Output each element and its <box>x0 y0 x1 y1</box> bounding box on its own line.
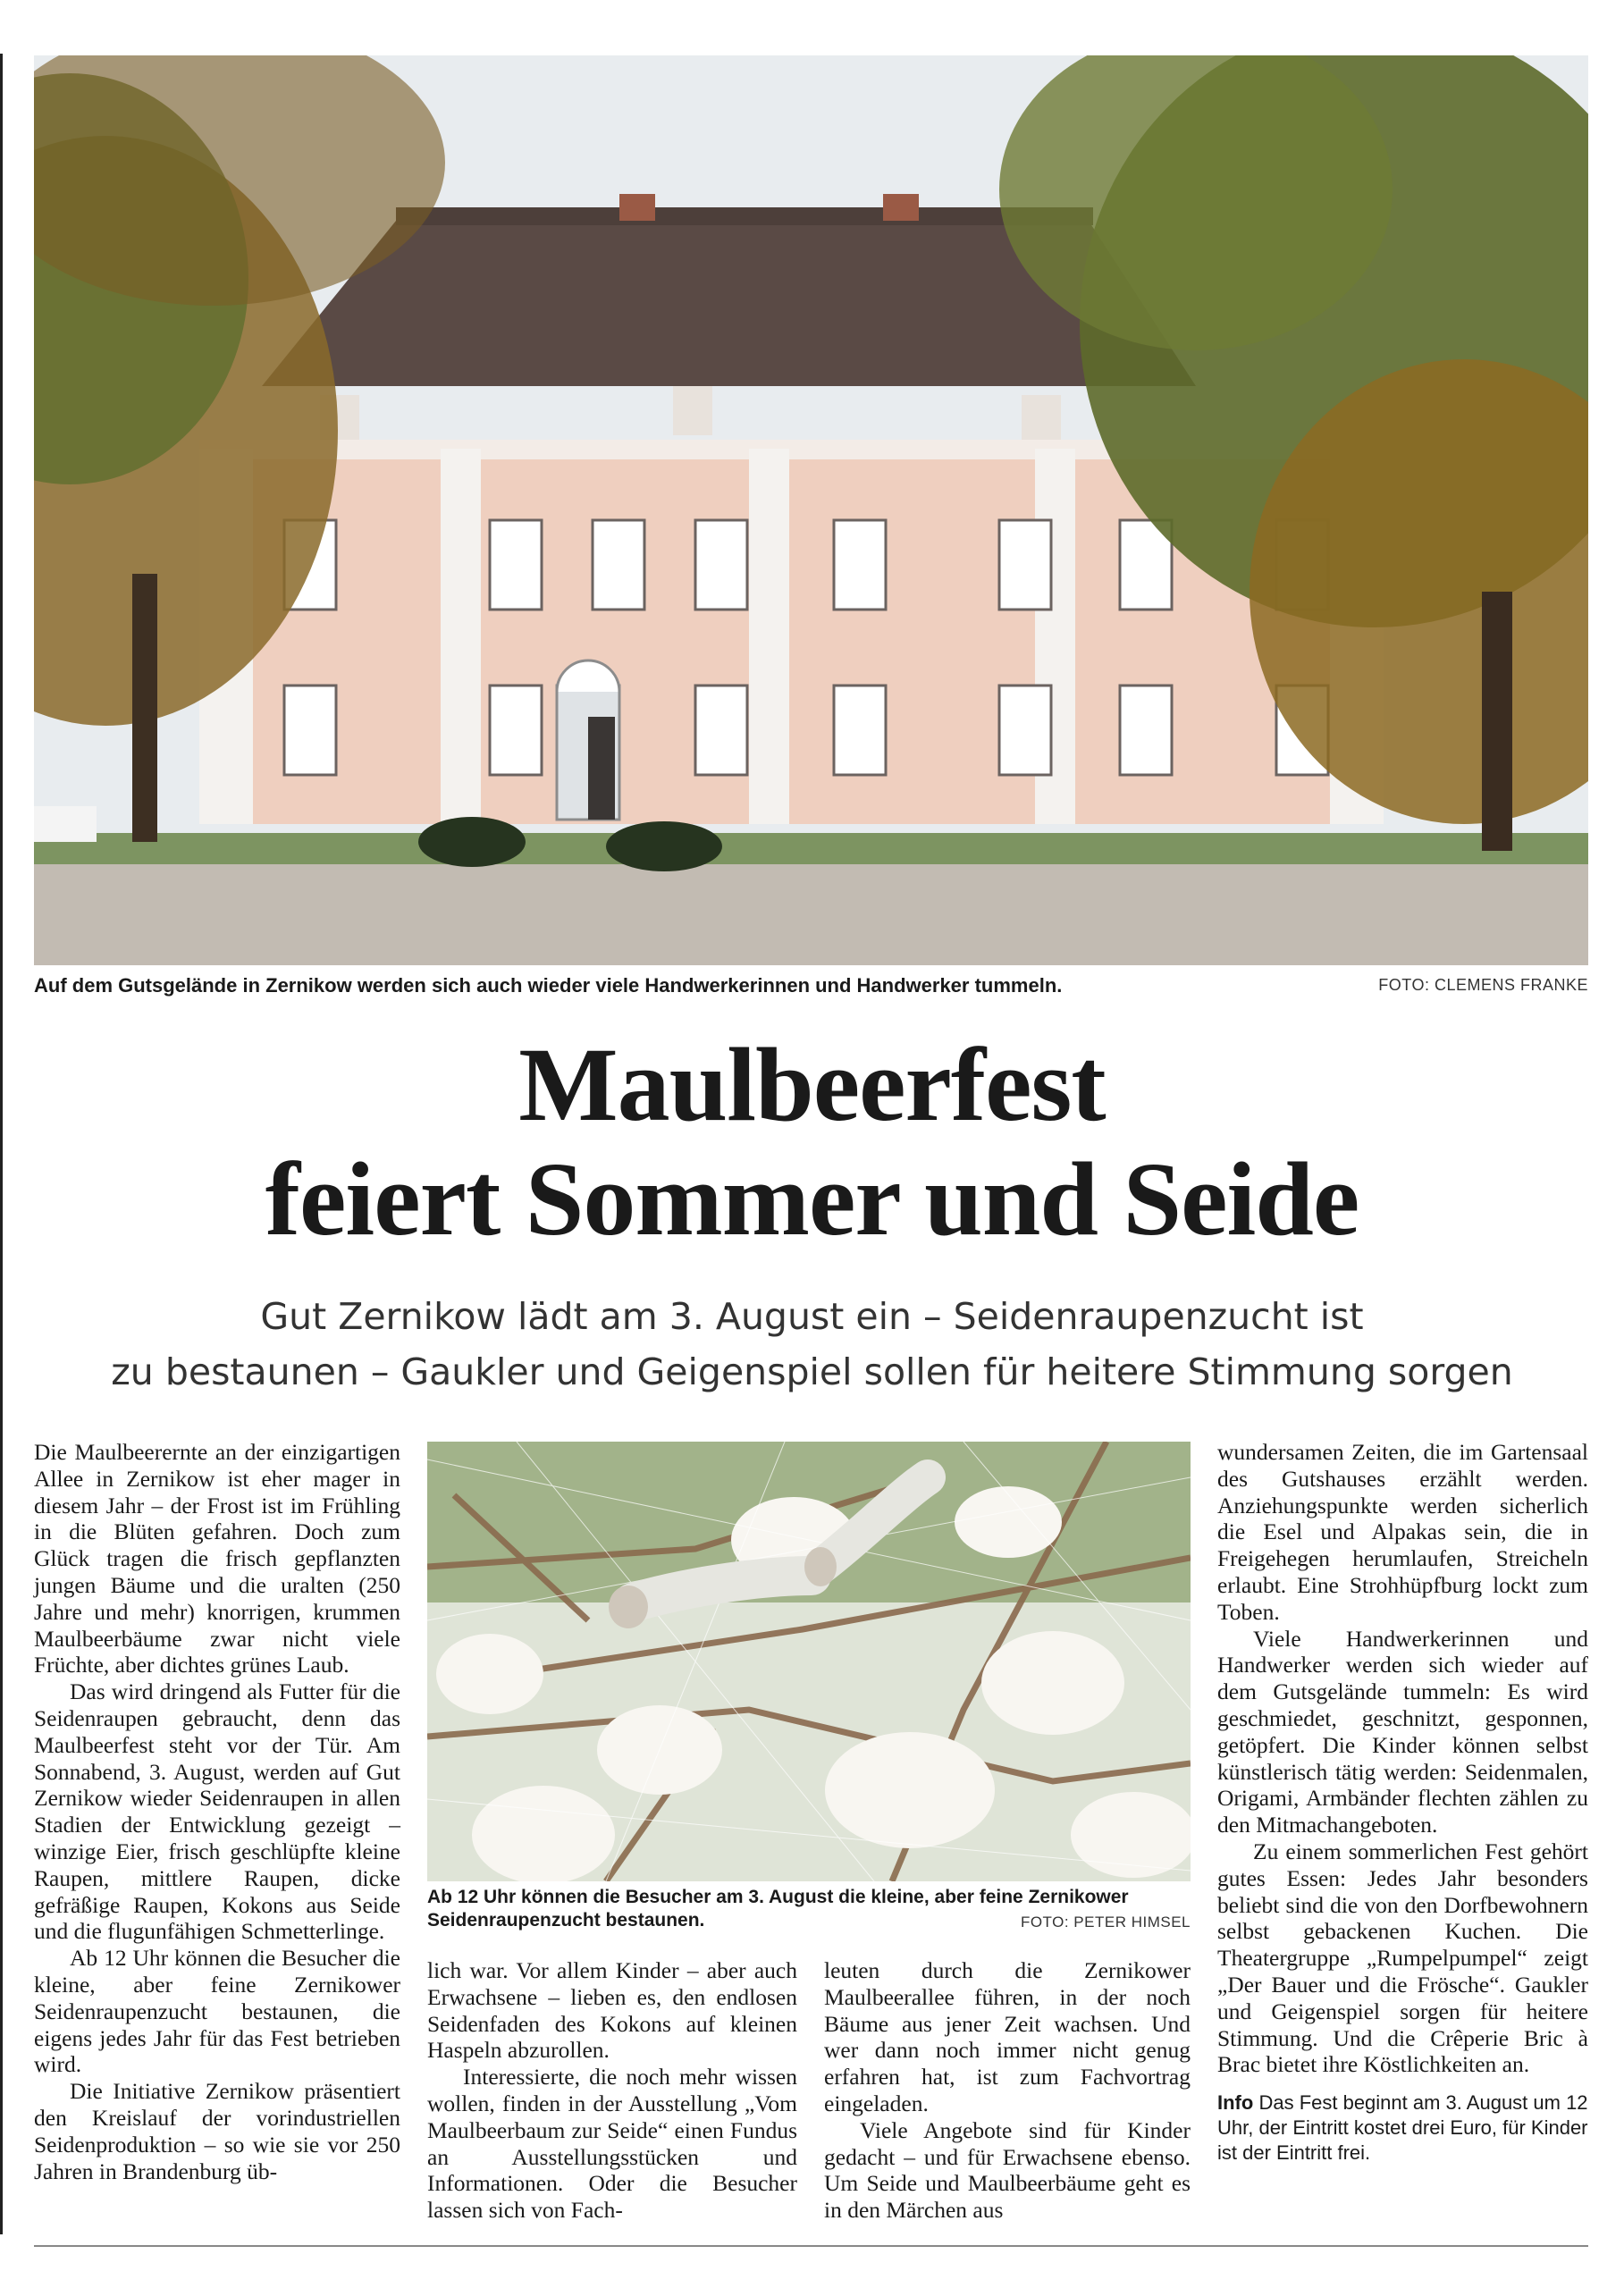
info-box <box>1217 2090 1588 2166</box>
silkworm-photo-caption: Ab 12 Uhr können die Besucher am 3. August die kleine, aber feine Zernikower Seidenraupenzucht bestaunen. <box>427 1887 1129 1930</box>
headline-line-2: feiert Sommer und Seide <box>265 1140 1359 1258</box>
subhead-line-1: Gut Zernikow lädt am 3. August ein – Seidenraupenzucht ist <box>260 1295 1364 1338</box>
silkworm-photo-caption-block <box>427 1886 1191 1932</box>
article-subheadline <box>54 1289 1570 1400</box>
article-column-2 <box>427 1957 797 2224</box>
silkworm-photo-credit: FOTO: PETER HIMSEL <box>1020 1914 1191 1930</box>
paragraph: Zu einem sommerlichen Fest gehört gutes Essen: Jedes Jahr besonders beliebt sind die von den Dorfbewohnern selbst gebackenen Kuchen. Die Theatergruppe „Rumpelpumpel“ zeigt „Der Bauer und die Frösche“. Gaukler und Geigenspiel sorgen für heitere Stimmung. Und die Crêperie Bric à Brac bietet ihre Köstlichkeiten an. <box>1217 1838 1588 2078</box>
paragraph: Das wird dringend als Futter für die Seidenraupen gebraucht, denn das Maulbeerfest steht vor der Tür. Am Sonnabend, 3. August, werden auf Gut Zernikow wieder Seidenraupen in allen Stadien der Entwicklung gezeigt – winzige Eier, frisch geschlüpfte kleine Raupen, mittlere Raupen, dicke gefräßige Raupen, Kokons aus Seide und die flugunfähigen Schmetterlinge. <box>34 1678 400 1945</box>
paragraph: lich war. Vor allem Kinder – aber auch Erwachsene – lieben es, den endlosen Seidenfaden des Kokons auf kleinen Haspeln abzurollen. <box>427 1957 797 2064</box>
article-headline <box>54 1028 1570 1257</box>
headline-line-1: Maulbeerfest <box>518 1026 1106 1143</box>
paragraph: Viele Angebote sind für Kinder gedacht – und für Erwachsene ebenso. Um Seide und Maulbeerbäume geht es in den Märchen aus <box>824 2116 1191 2224</box>
main-photo-caption: Auf dem Gutsgelände in Zernikow werden sich auch wieder viele Handwerkerinnen und Handwerker tummeln. <box>34 974 1063 997</box>
paragraph: Die Initiative Zernikow präsentiert den Kreislauf der vorindustriellen Seidenproduktion – so wie sie vor 250 Jahren in Brandenburg üb- <box>34 2078 400 2184</box>
paragraph: Viele Handwerkerinnen und Handwerker werden sich wieder auf dem Gutsgelände tummeln: Es wird geschmiedet, geschnitzt, gesponnen, getöpfert. Die Kinder können selbst künstlerisch tätig werden: Seidenmalen, Origami, Armbänder flechten zählen zu den Mitmachangeboten. <box>1217 1625 1588 1838</box>
silkworm-photo <box>427 1442 1191 1881</box>
paragraph: wundersamen Zeiten, die im Gartensaal des Gutshauses erzählt werden. Anziehungspunkte werden sicherlich die Esel und Alpakas sein, die in Freigehegen herumlaufen, Streicheln erlaubt. Eine Strohhüpfburg lockt zum Toben. <box>1217 1439 1588 1625</box>
paragraph: Interessierte, die noch mehr wissen wollen, finden in der Ausstellung „Vom Maulbeerbaum zur Seide“ einen Fundus an Ausstellungsstücken und Informationen. Oder die Besucher lassen sich von Fach- <box>427 2064 797 2224</box>
info-text: Das Fest beginnt am 3. August um 12 Uhr, der Eintritt kostet drei Euro, für Kinder ist der Eintritt frei. <box>1217 2091 1588 2165</box>
article-column-4 <box>1217 1439 1588 2166</box>
info-label: Info <box>1217 2091 1254 2115</box>
paragraph: Ab 12 Uhr können die Besucher die kleine, aber feine Zernikower Seidenraupenzucht bestaunen, die eigens jedes Jahr für das Fest betrieben wird. <box>34 1945 400 2078</box>
page-edge-rule <box>0 54 3 2234</box>
paragraph: Die Maulbeerernte an der einzigartigen Allee in Zernikow ist eher mager in diesem Jahr – der Frost ist im Frühling in die Blüten gefahren. Doch zum Glück tragen die frisch gepflanzten jungen Bäume und die uralten (250 Jahre und mehr) knorrigen, krummen Maulbeerbäume zwar nicht viele Früchte, aber dichtes grünes Laub. <box>34 1439 400 1678</box>
paragraph: leuten durch die Zernikower Maulbeerallee führen, in der noch Bäume aus jener Zeit wachsen. Und wer dann noch immer nicht genug erfahren hat, ist zum Fachvortrag eingeladen. <box>824 1957 1191 2116</box>
article-column-1 <box>34 1439 400 2184</box>
article-column-3 <box>824 1957 1191 2224</box>
main-photo-credit: FOTO: CLEMENS FRANKE <box>1378 976 1588 994</box>
subhead-line-2: zu bestaunen – Gaukler und Geigenspiel sollen für heitere Stimmung sorgen <box>111 1350 1513 1393</box>
manor-house-photo <box>34 55 1588 965</box>
main-photo-caption-row <box>34 974 1588 1001</box>
bottom-rule <box>34 2245 1588 2247</box>
